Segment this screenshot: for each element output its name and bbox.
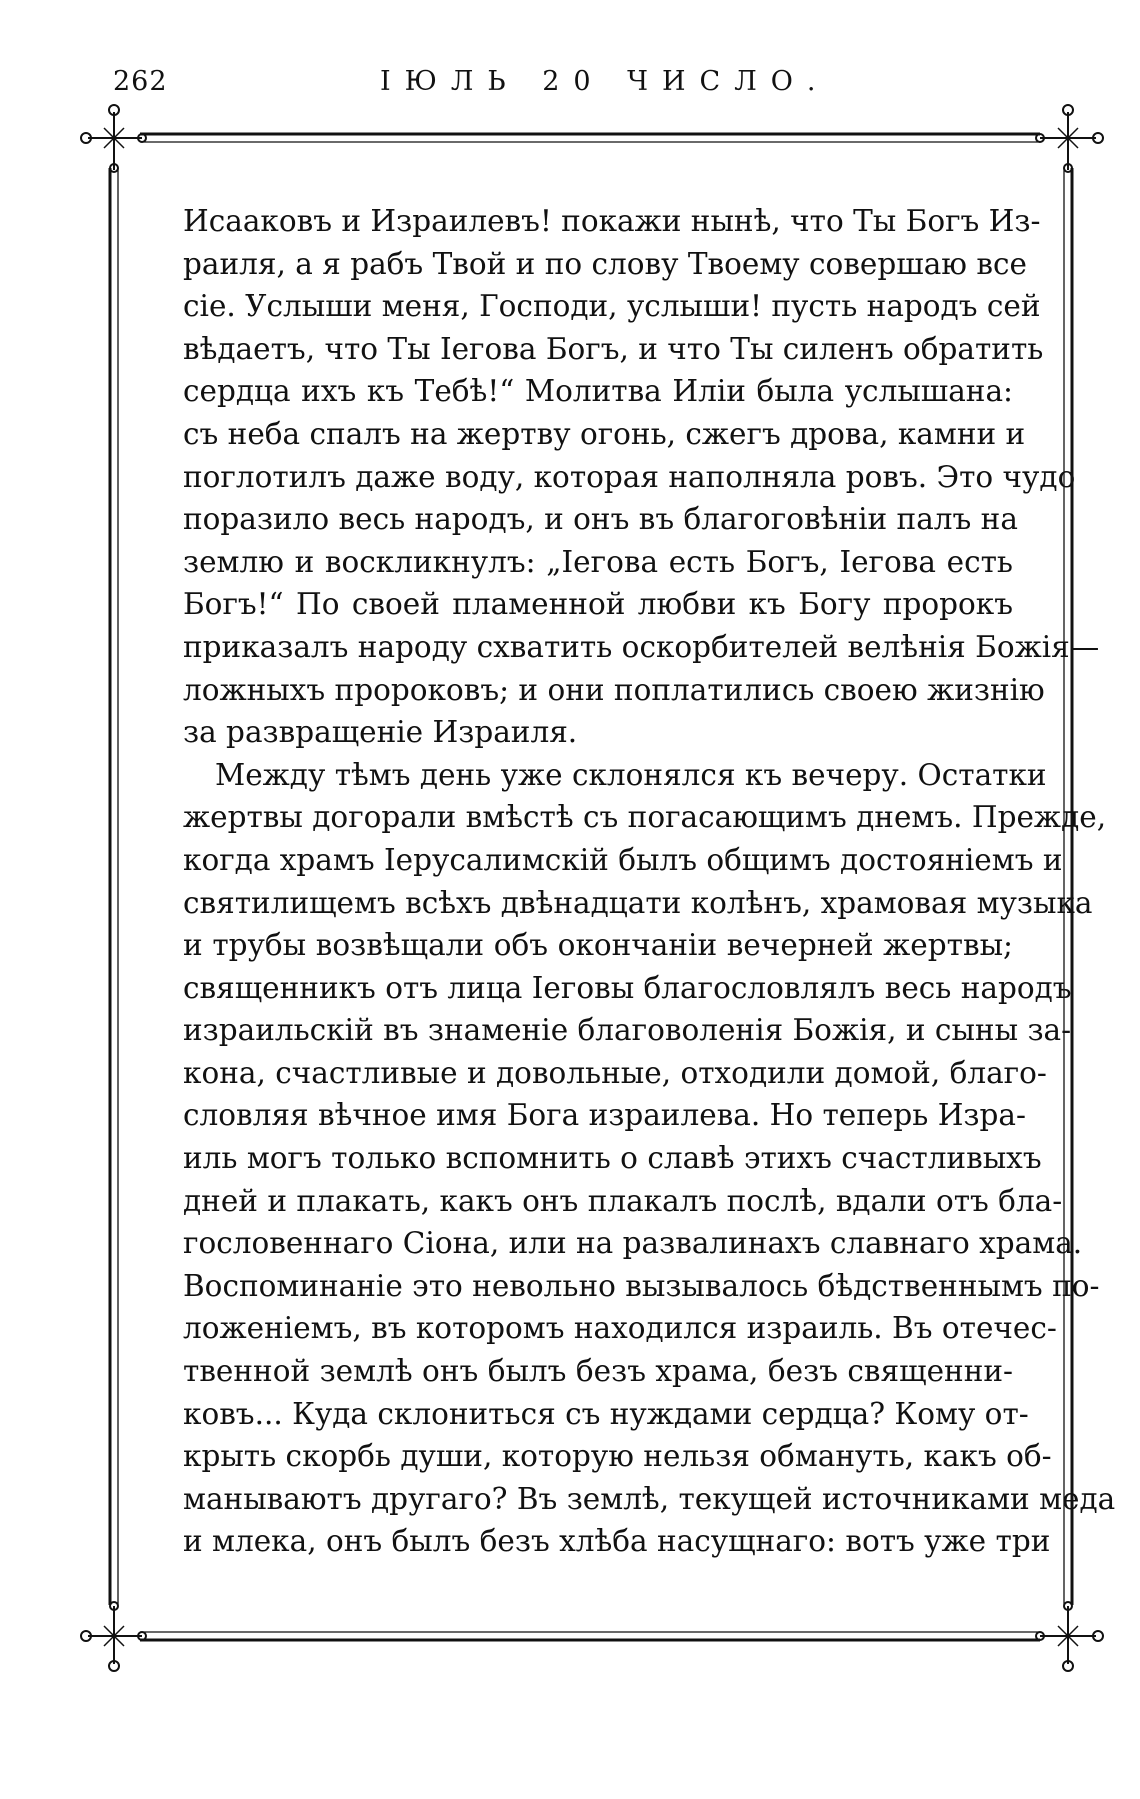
corner-ornament-bottom-left	[81, 1602, 146, 1671]
text-line: Богъ!“ По своей пламенной любви къ Богу пророкъ	[183, 587, 1013, 622]
text-line: словляя вѣчное имя Бога израилева. Но теперь Изра-	[183, 1098, 1026, 1133]
text-line: приказалъ народу схватить оскорбителей велѣнія Божія—	[183, 629, 1100, 664]
text-line: манываютъ другаго? Въ землѣ, текущей источниками меда	[183, 1481, 1116, 1516]
text-line: кона, счастливые и довольные, отходили домой, благо-	[183, 1055, 1047, 1090]
text-line: раиля, а я рабъ Твой и по слову Твоему совершаю все	[183, 246, 1027, 281]
text-line: святилищемъ всѣхъ двѣнадцати колѣнъ, храмовая музыка	[183, 885, 1093, 920]
text-line: Воспоминаніе это невольно вызывалось бѣдственнымъ по-	[183, 1268, 1100, 1303]
text-line: израильскій въ знаменіе благоволенія Божія, и сыны за-	[183, 1013, 1072, 1048]
page-number: 262	[113, 66, 168, 97]
text-line: дней и плакать, какъ онъ плакалъ послѣ, вдали отъ бла-	[183, 1183, 1063, 1218]
paragraph-2	[183, 754, 1116, 1563]
text-line: сердца ихъ къ Тебѣ!“ Молитва Иліи была услышана:	[183, 374, 1013, 409]
text-line: твенной землѣ онъ былъ безъ храма, безъ священни-	[183, 1354, 1013, 1389]
corner-ornament-top-left	[81, 105, 146, 172]
text-line: поразило весь народъ, и онъ въ благоговѣніи палъ на	[183, 502, 1018, 537]
text-line: ложеніемъ, въ которомъ находился израиль. Въ отечес-	[183, 1311, 1057, 1346]
text-line: ложныхъ пророковъ; и они поплатились своею жизнію	[183, 672, 1045, 707]
body-text	[183, 200, 1116, 1563]
text-line: и трубы возвѣщали объ окончаніи вечерней жертвы;	[183, 928, 1013, 963]
text-line: жертвы догорали вмѣстѣ съ погасающимъ днемъ. Прежде,	[183, 800, 1107, 835]
text-line: сіе. Услыши меня, Господи, услыши! пусть народъ сей	[183, 289, 1041, 324]
text-line: гословеннаго Сіона, или на развалинахъ славнаго храма.	[183, 1226, 1083, 1261]
text-line: Между тѣмъ день уже склонялся къ вечеру. Остатки	[215, 757, 1047, 792]
text-line: священникъ отъ лица Іеговы благословлялъ весь народъ	[183, 970, 1072, 1005]
text-line: вѣдаетъ, что Ты Іегова Богъ, и что Ты силенъ обратить	[183, 331, 1044, 366]
corner-ornament-top-right	[1036, 105, 1103, 172]
text-line: Исааковъ и Израилевъ! покажи нынѣ, что Ты Богъ Из-	[183, 204, 1041, 238]
text-line: крыть скорбь души, которую нельзя обмануть, какъ об-	[183, 1439, 1052, 1474]
text-line: иль могъ только вспомнить о славѣ этихъ счастливыхъ	[183, 1141, 1042, 1176]
running-title: ІЮЛЬ 20 ЧИСЛО.	[380, 66, 830, 97]
text-line: землю и воскликнулъ: „Іегова есть Богъ, Іегова есть	[183, 544, 1013, 579]
text-line: ковъ... Куда склониться съ нуждами сердца? Кому от-	[183, 1396, 1029, 1431]
text-line: за развращеніе Израиля.	[183, 715, 578, 750]
paragraph-1	[183, 200, 1100, 754]
text-line: и млека, онъ былъ безъ хлѣба насущнаго: вотъ уже три	[183, 1524, 1051, 1559]
corner-ornament-bottom-right	[1036, 1602, 1103, 1671]
text-line: съ неба спалъ на жертву огонь, сжегъ дрова, камни и	[183, 416, 1026, 451]
text-line: поглотилъ даже воду, которая наполняла ровъ. Это чудо	[183, 459, 1076, 494]
text-line: когда храмъ Іерусалимскій былъ общимъ достояніемъ и	[183, 842, 1063, 877]
